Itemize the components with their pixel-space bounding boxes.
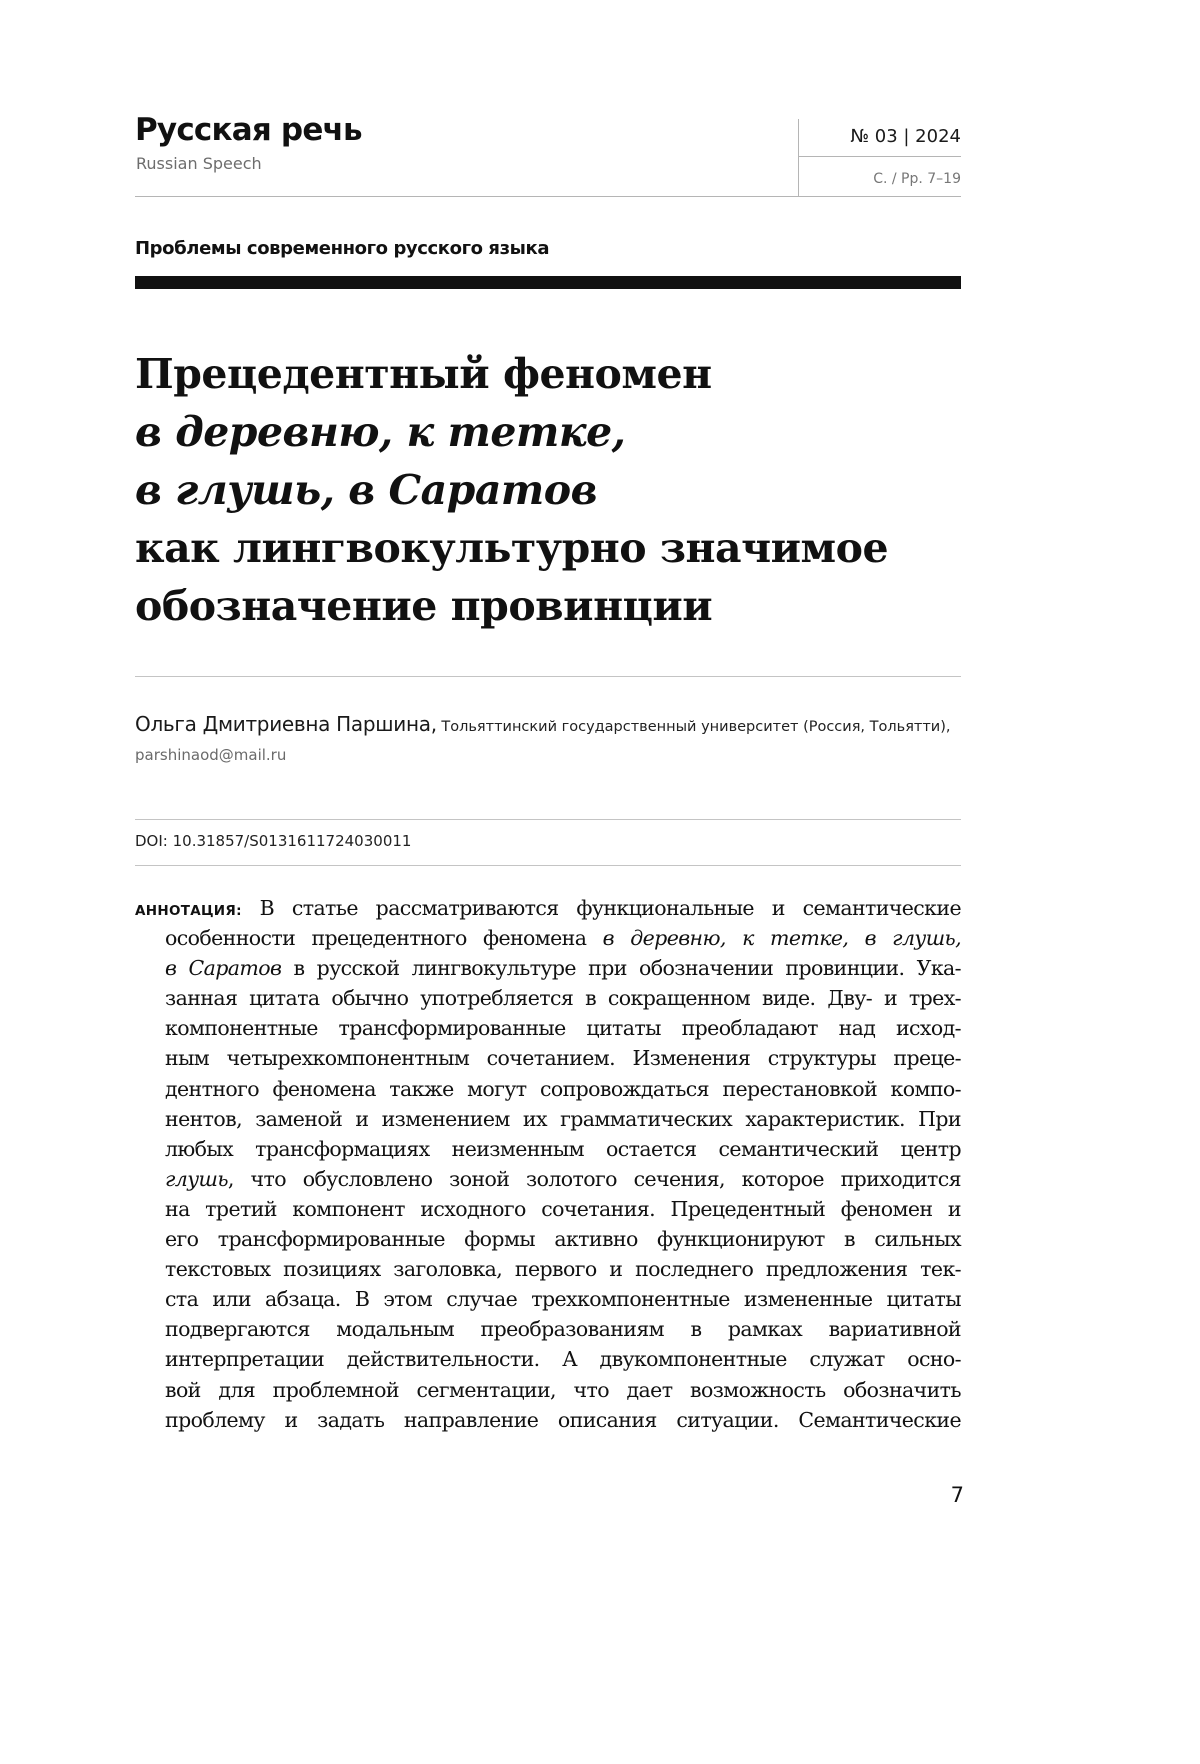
abstract-quote: в деревню, к тетке, в глушь, — [602, 926, 961, 951]
author-affiliation: Тольяттинский государственный университет (Россия, Тольятти), — [436, 719, 951, 735]
article-title-line-italic: в деревню, к тетке, — [135, 408, 626, 456]
abstract-line: ста или абзаца. В этом случае трехкомпонентные измененные цитаты — [165, 1287, 961, 1312]
doi: DOI: 10.31857/S0131611724030011 — [135, 832, 412, 850]
header-divider — [135, 196, 961, 197]
abstract-text: в русской лингвокультуре при обозначении провинции. Ука- — [281, 956, 962, 981]
page-range: C. / Pp. 7–19 — [873, 171, 961, 187]
abstract-quote: глушь — [165, 1166, 228, 1191]
abstract-line: текстовых позициях заголовка, первого и последнего предложения тек- — [165, 1257, 961, 1282]
abstract-line: его трансформированные формы активно функционируют в сильных — [165, 1227, 961, 1252]
abstract-quote: в Саратов — [165, 956, 282, 981]
header-vertical-divider — [798, 119, 799, 196]
doi-divider-top — [135, 819, 961, 820]
abstract-line: нентов, заменой и изменением их грамматических характеристик. При — [165, 1106, 961, 1131]
abstract-line — [135, 1164, 961, 1194]
abstract-text: В статье рассматриваются функциональные и семантические — [259, 896, 961, 920]
abstract-line: интерпретации действительности. А двукомпонентные служат осно- — [165, 1347, 961, 1372]
abstract — [135, 893, 961, 1435]
abstract-text: особенности прецедентного феномена — [165, 926, 603, 951]
section-bar — [135, 276, 961, 289]
abstract-line — [135, 953, 961, 983]
abstract-line — [135, 923, 961, 953]
abstract-line: на третий компонент исходного сочетания. Прецедентный феномен и — [165, 1196, 961, 1221]
abstract-line: проблему и задать направление описания ситуации. Семантические — [165, 1407, 961, 1432]
header-issue-divider — [799, 156, 961, 157]
article-title-line: Прецедентный феномен — [135, 350, 712, 398]
article-title-line: обозначение провинции — [135, 582, 713, 630]
journal-title: Русская речь — [135, 112, 362, 148]
article-title-line: как лингвокультурно значимое — [135, 524, 889, 572]
abstract-line: вой для проблемной сегментации, что дает возможность обозначить — [165, 1377, 961, 1402]
doi-divider-bottom — [135, 865, 961, 866]
article-title — [135, 345, 888, 635]
author-line — [135, 712, 951, 736]
page-number: 7 — [950, 1483, 964, 1507]
issue-number: № 03 | 2024 — [850, 126, 961, 147]
author-name: Ольга Дмитриевна Паршина, — [135, 712, 437, 736]
title-divider — [135, 676, 961, 677]
abstract-label: АННОТАЦИЯ: — [135, 903, 242, 919]
abstract-line: ным четырехкомпонентным сочетанием. Изменения структуры преце- — [165, 1046, 961, 1071]
journal-subtitle: Russian Speech — [136, 154, 262, 173]
article-title-line-italic: в глушь, в Саратов — [135, 466, 598, 514]
section-title: Проблемы современного русского языка — [135, 238, 550, 259]
abstract-line: любых трансформациях неизменным остается семантический центр — [165, 1136, 961, 1161]
abstract-text: , что обусловлено зоной золотого сечения, которое приходится — [227, 1166, 961, 1191]
abstract-line: подвергаются модальным преобразованиям в рамках вариативной — [165, 1317, 961, 1342]
abstract-line — [135, 893, 961, 923]
abstract-line: компонентные трансформированные цитаты преобладают над исход- — [165, 1016, 961, 1041]
abstract-line: дентного феномена также могут сопровождаться перестановкой компо- — [165, 1076, 961, 1101]
author-email[interactable]: parshinaod@mail.ru — [135, 746, 287, 764]
abstract-line: занная цитата обычно употребляется в сокращенном виде. Дву- и трех- — [165, 986, 961, 1011]
